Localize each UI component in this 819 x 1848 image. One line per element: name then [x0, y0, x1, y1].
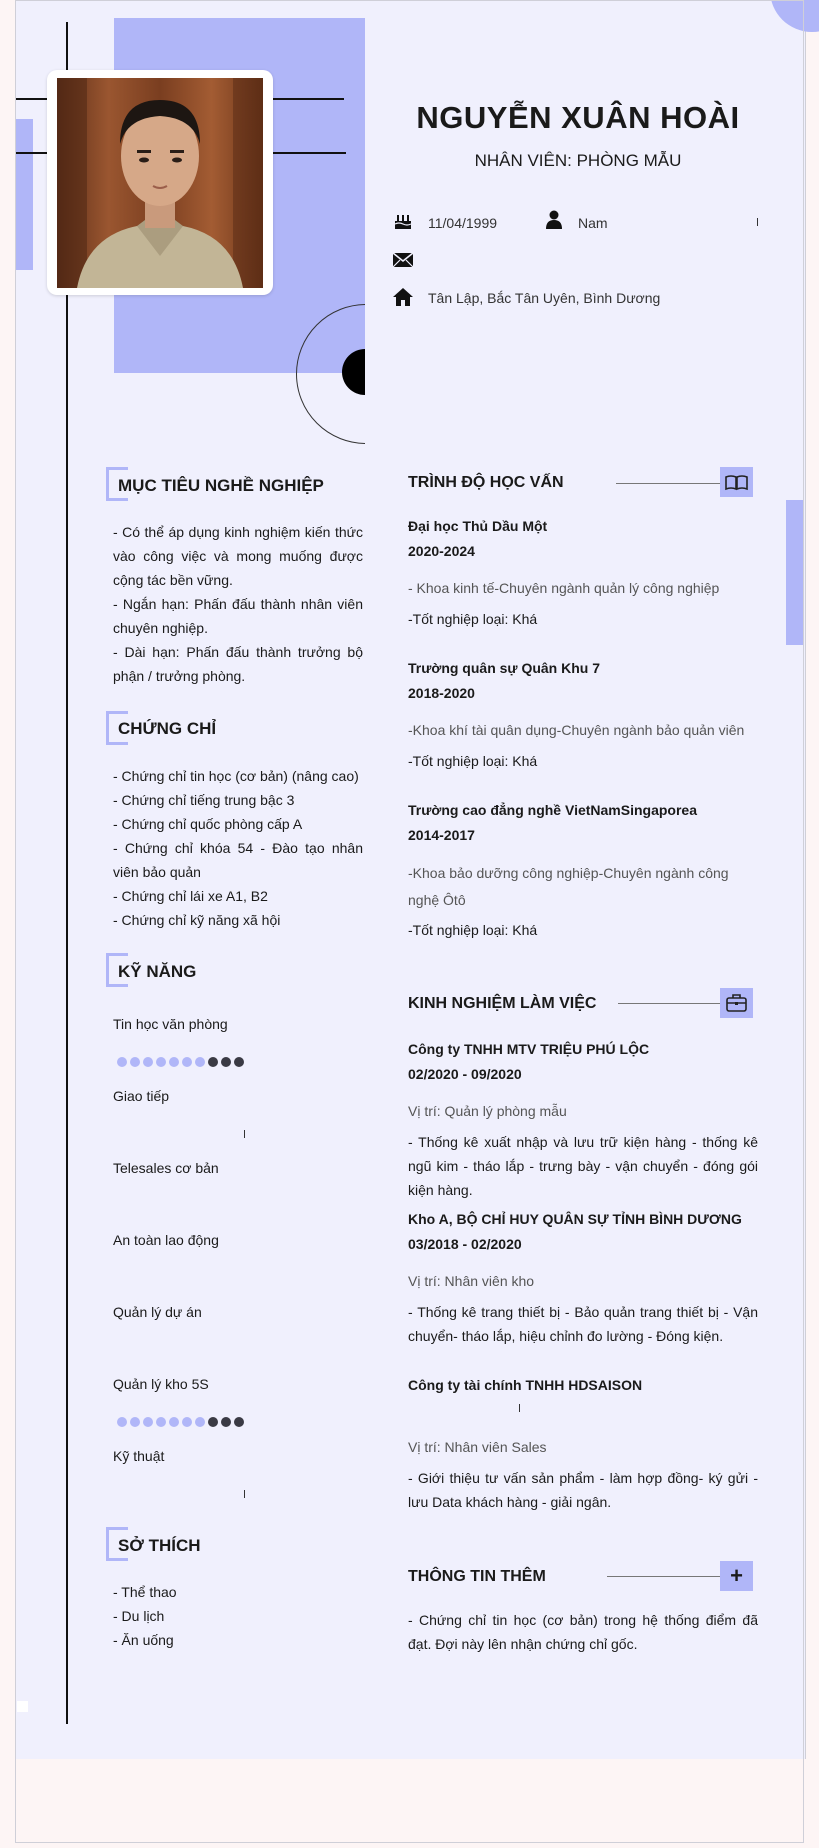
rating-dot — [169, 1057, 179, 1067]
rating-dot — [169, 1417, 179, 1427]
education-major: -Khoa bảo dưỡng công nghiệp-Chuyên ngành công nghệ Ôtô — [408, 865, 729, 908]
skill-name: Giao tiếp — [113, 1088, 170, 1104]
education-grade: -Tốt nghiệp loại: Khá — [408, 922, 538, 938]
skill-name: Kỹ thuật — [113, 1448, 165, 1464]
company-name: Kho A, BỘ CHỈ HUY QUÂN SỰ TỈNH BÌNH DƯƠNG — [408, 1211, 742, 1227]
skills-title: KỸ NĂNG — [118, 962, 197, 981]
work-dates: 02/2020 - 09/2020 — [408, 1066, 522, 1082]
objective-line-3: - Dài hạn: Phấn đấu thành trưởng bộ phận / trưởng phòng. — [113, 644, 363, 684]
text-cursor-mark — [519, 1404, 520, 1412]
certificates-title: CHỨNG CHỈ — [118, 719, 217, 738]
hobby-item: - Ăn uống — [113, 1632, 174, 1648]
education-school: Trường quân sự Quân Khu 7 — [408, 660, 601, 676]
objective-line-1: - Có thể áp dụng kinh nghiệm kiến thức vào công việc và mong muống được cộng tác bền vững. — [113, 524, 363, 588]
hobby-item: - Thể thao — [113, 1584, 177, 1600]
rating-dot — [234, 1057, 244, 1067]
corner-square — [17, 1701, 28, 1712]
gender-value: Nam — [578, 215, 608, 231]
rating-dot — [117, 1417, 127, 1427]
work-description: - Thống kê trang thiết bị - Bảo quản trang thiết bị - Vận chuyển- tháo lắp, hiệu chỉnh đo lường - Đóng kiện. — [408, 1304, 758, 1344]
rating-dot — [130, 1417, 140, 1427]
work-position: Vị trí: Nhân viên kho — [408, 1273, 535, 1289]
work-description: - Thống kê xuất nhập và lưu trữ kiện hàng - thống kê ngũ kim - tháo lắp - trưng bày - vận chuyển - đóng gói kiện hàng. — [408, 1134, 758, 1198]
certificate-item: - Chứng chỉ kỹ năng xã hội — [113, 912, 281, 928]
certificate-item: - Chứng chỉ tiếng trung bậc 3 — [113, 792, 295, 808]
hobby-item: - Du lịch — [113, 1608, 165, 1624]
briefcase-icon — [720, 988, 753, 1018]
rating-dot — [117, 1057, 127, 1067]
envelope-icon — [392, 250, 414, 270]
education-rule — [616, 483, 720, 484]
extra-rule — [607, 1576, 720, 1577]
rating-dot — [221, 1057, 231, 1067]
rating-dot — [221, 1417, 231, 1427]
company-name: Công ty tài chính TNHH HDSAISON — [408, 1377, 643, 1393]
skill-rating-dots — [117, 1417, 244, 1429]
rating-dot — [182, 1057, 192, 1067]
text-cursor-mark — [757, 218, 758, 226]
company-name: Công ty TNHH MTV TRIỆU PHÚ LỘC — [408, 1041, 650, 1057]
work-position: Vị trí: Nhân viên Sales — [408, 1439, 547, 1455]
rating-dot — [195, 1417, 205, 1427]
education-school: Đại học Thủ Dầu Một — [408, 518, 548, 534]
home-icon — [392, 287, 414, 307]
rating-dot — [130, 1057, 140, 1067]
experience-title: KINH NGHIỆM LÀM VIỆC — [408, 995, 597, 1012]
education-years: 2020-2024 — [408, 543, 475, 559]
experience-rule — [618, 1003, 720, 1004]
text-cursor-mark — [244, 1490, 245, 1498]
person-icon — [543, 210, 565, 230]
profile-photo — [57, 78, 263, 288]
objective-line-2: - Ngắn hạn: Phấn đấu thành nhân viên chuyên nghiệp. — [113, 596, 363, 636]
work-dates: 03/2018 - 02/2020 — [408, 1236, 522, 1252]
rating-dot — [208, 1417, 218, 1427]
skill-name: Quản lý kho 5S — [113, 1376, 209, 1392]
education-school: Trường cao đẳng nghề VietNamSingaporea — [408, 802, 697, 818]
rating-dot — [143, 1057, 153, 1067]
skill-name: Telesales cơ bản — [113, 1160, 219, 1176]
half-dot-decoration — [340, 340, 365, 400]
rating-dot — [208, 1057, 218, 1067]
candidate-role: NHÂN VIÊN: PHÒNG MẪU — [474, 151, 682, 170]
education-major: - Khoa kinh tế-Chuyên ngành quản lý công nghiệp — [408, 580, 720, 596]
extra-text: - Chứng chỉ tin học (cơ bản) trong hệ thống điểm đã đạt. Đợi này lên nhận chứng chỉ gốc. — [408, 1612, 758, 1652]
hobbies-title: SỞ THÍCH — [118, 1536, 201, 1555]
work-description: - Giới thiệu tư vấn sản phẩm - làm hợp đồng- ký gửi - lưu Data khách hàng - giải ngân. — [408, 1470, 758, 1510]
skill-name: An toàn lao động — [113, 1232, 219, 1248]
certificate-item: - Chứng chỉ khóa 54 - Đào tạo nhân viên bảo quản — [113, 840, 363, 880]
rating-dot — [156, 1417, 166, 1427]
birthday-cake-icon — [392, 211, 414, 231]
education-grade: -Tốt nghiệp loại: Khá — [408, 753, 538, 769]
left-side-tab — [15, 119, 33, 270]
plus-icon: + — [720, 1561, 753, 1591]
text-cursor-mark — [244, 1130, 245, 1138]
education-major: -Khoa khí tài quân dụng-Chuyên ngành bảo quản viên — [408, 722, 745, 738]
rating-dot — [234, 1417, 244, 1427]
education-grade: -Tốt nghiệp loại: Khá — [408, 611, 538, 627]
rating-dot — [195, 1057, 205, 1067]
skill-name: Tin học văn phòng — [113, 1016, 228, 1032]
right-side-tab — [786, 500, 804, 645]
certificate-item: - Chứng chỉ tin học (cơ bản) (nâng cao) — [113, 768, 359, 784]
certificate-item: - Chứng chỉ quốc phòng cấp A — [113, 816, 303, 832]
objective-title: MỤC TIÊU NGHỀ NGHIỆP — [118, 476, 324, 495]
birthday-value: 11/04/1999 — [428, 215, 498, 231]
rating-dot — [182, 1417, 192, 1427]
skill-name: Quản lý dự án — [113, 1304, 202, 1320]
rating-dot — [156, 1057, 166, 1067]
address-value: Tân Lập, Bắc Tân Uyên, Bình Dương — [428, 290, 661, 306]
skill-rating-dots — [117, 1057, 244, 1069]
profile-photo-frame — [47, 70, 273, 295]
education-years: 2018-2020 — [408, 685, 475, 701]
candidate-name: NGUYỄN XUÂN HOÀI — [416, 100, 740, 135]
rating-dot — [143, 1417, 153, 1427]
book-icon — [720, 467, 753, 497]
work-position: Vị trí: Quản lý phòng mẫu — [408, 1103, 567, 1119]
education-years: 2014-2017 — [408, 827, 475, 843]
education-title: TRÌNH ĐỘ HỌC VẤN — [408, 474, 564, 491]
certificate-item: - Chứng chỉ lái xe A1, B2 — [113, 888, 268, 904]
extra-title: THÔNG TIN THÊM — [408, 1568, 546, 1585]
